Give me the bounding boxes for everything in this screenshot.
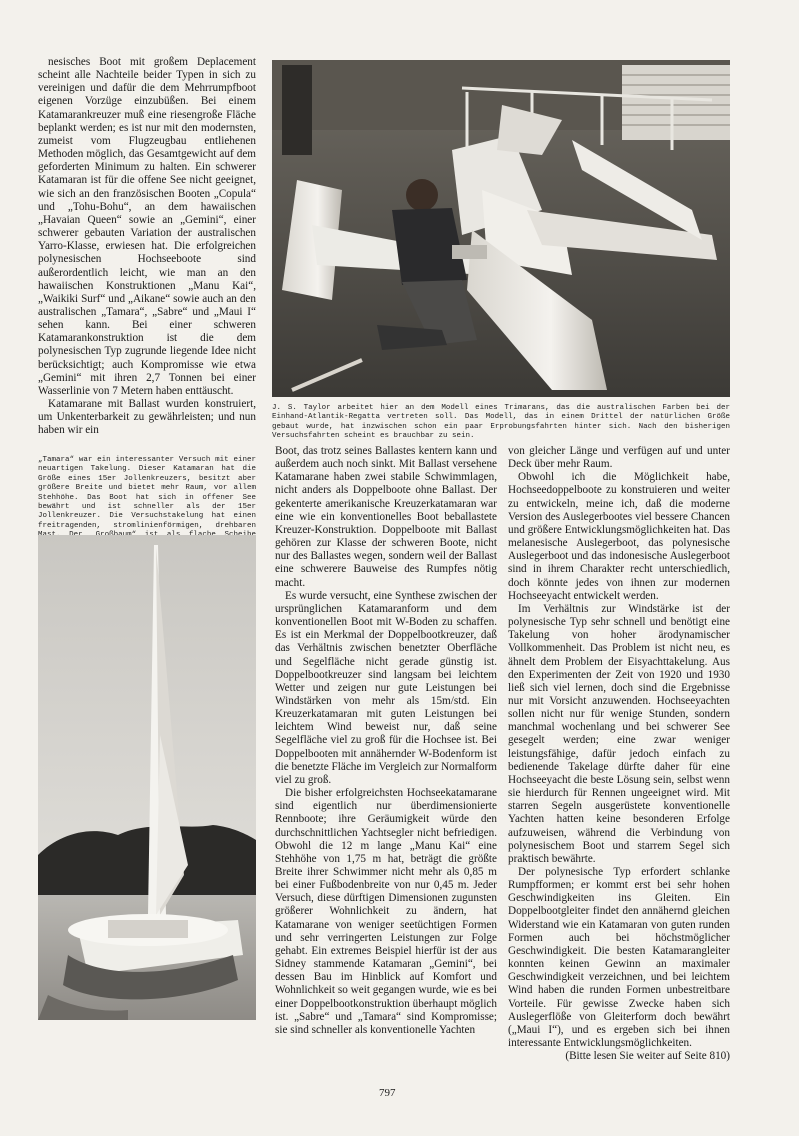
paragraph: Katamarane mit Ballast wurden konstruiert, um Unkenterbarkeit zu gewährleisten; und nun haben wir ein (38, 398, 256, 437)
paragraph: von gleicher Länge und verfügen auf und unter Deck über mehr Raum. (508, 445, 730, 471)
paragraph: Boot, das trotz seines Ballastes kentern kann und außerdem auch noch sinkt. Mit Ballast versehene Katamarane haben zwei stabile Schwimmlagen, nicht anders als Doppelboote ohne Ballast. Der gekenterte amerikanische Kreuzerkatamaran war eine wie ein konventionelles Boot beballastete Kreuzer-Konstruktion. Doppelboote mit Ballast gehören zur Klasse der schweren Boote, nicht nur des Ballastes wegen, sondern weil der Ballast eine schwerere Bauweise des Rumpfes nötig macht. (275, 445, 497, 589)
paragraph: nesisches Boot mit großem Deplacement scheint alle Nachteile beider Typen in sich zu vereinigen und dafür die dem Mehrrumpfboot eigenen Vorzüge einzubüßen. Bei einem Katamarankreuzer muß eine riesengroße Fläche beplankt werden; es ist nur mit den modernsten, zumeist vom Flugzeugbau entliehenen Methoden möglich, das Gesamtgewicht auf dem geforderten Minimum zu halten. Ein schwerer Katamaran ist für die offene See nicht geeignet, wie sich an den französischen Booten „Copula“ und „Tohu-Bohu“, an dem hawaiischen „Havaian Queen“ sowie an „Gemini“, einer schwerer gebauten Variation der australischen Yarro-Klasse, erwiesen hat. Die erfolgreichen polynesischen Hochseeboote sind außerordentlich leicht, wie man an den hawaiischen Konstruktionen „Manu Kai“, „Waikiki Surf“ und „Aikane“ sowie auch an den australischen „Tamara“, „Sabre“ und „Maui I“ sehen kann. Bei einer schweren Katamarankonstruktion ist die dem polynesischen Typ zugrunde liegende Idee nicht berücksichtigt; auch Kompromisse wie etwa „Gemini“ mit ihren 2,7 Tonnen bei einer Wasserlinie von 7 Metern haben enttäuscht. (38, 56, 256, 397)
column-2-text (275, 445, 497, 1037)
paragraph: Der polynesische Typ erfordert schlanke Rumpfformen; er kommt erst bei sehr hohen Geschwindigkeiten ins Gleiten. Ein Doppelbootgleiter findet den annähernd gleichen Widerstand wie ein Katamaran von guten runden Formen auch bei höchstmöglicher Geschwindigkeit. Die besten Katamarangleiter konnten keinen Gewinn an maximaler Geschwindigkeit verzeichnen, und bei leichtem Wind haben die runden Formen unbestreitbare Vorteile. Für gewisse Zwecke haben sich Auslegerflöße von Gleiterform doch bewährt („Maui I“), und es ergeben sich bei ihnen interessante Entwicklungsmöglichkeiten. (508, 866, 730, 1050)
paragraph: Die bisher erfolgreichsten Hochseekatamarane sind eigentlich nur überdimensionierte Rennboote; ihre Geräumigkeit würde den durchschnittlichen Yachtsegler nicht befriedigen. Obwohl die 12 m lange „Manu Kai“ eine Stehhöhe von 1,75 m hat, beträgt die größte Breite ihrer Schwimmer nicht mehr als 0,85 m bei einer Fußbodenbreite von nur 0,45 m. Jeder Versuch, diese dürftigen Dimensionen zugunsten größerer Wohnlichkeit zu ändern, hat Katamarane von weniger seetüchtigen Formen und sehr verringerten Leistungen zur Folge gehabt. Ein extremes Beispiel hierfür ist der aus Sidney stammende Katamaran „Gemini“, bei dessen Bau im Hinblick auf Komfort und Wohnlichkeit so weit gegangen wurde, wie es bei einer Doppelbootkonstruktion überhaupt möglich ist. „Sabre“ und „Tamara“ sind Kompromisse; sie sind schneller als konventionelle Yachten (275, 787, 497, 1036)
column-1-text (38, 56, 256, 438)
left-photo-caption: „Tamara“ war ein interessanter Versuch mit einer neuartigen Takelung. Dieser Katamaran hat die Größe eines 15er Jollenkreuzers, besitzt aber größere Breite und bietet mehr Raum, vor allem Stehhöhe. Das Boot hat sich in offener See bewährt und ist schneller als der 15er Jollenkreuzer. Die Versuchstakelung hat einen freitragenden, stromlinienförmigen, drehbaren (38, 456, 256, 530)
column-3-text (508, 445, 730, 1063)
page-number: 797 (379, 1087, 396, 1099)
trimaran-model-photo (272, 60, 730, 397)
paragraph: (Bitte lesen Sie weiter auf Seite 810) (565, 1050, 730, 1063)
tamara-catamaran-photo (38, 535, 256, 1020)
paragraph: Es wurde versucht, eine Synthese zwischen der ursprünglichen Katamaranform und dem konventionellen Boot mit W-Boden zu schaffen. Es ist ein Merkmal der Doppelbootkreuzer, daß das Verhältnis zwischen benetzter Oberfläche und Segelfläche nicht gerade günstig ist. Doppelbootkreuzer sind langsam bei leichtem Wetter und zeigen nur gute Leistungen bei Windstärken von mehr als 15m/std. Ein Kreuzerkatamaran mit guten Leistungen bei leichtem Wind beweist nur, daß seine Segelfläche viel zu groß für die Hochsee ist. Bei Doppelbooten mit annähernder W-Bodenform ist die benetzte Fläche im Vergleich zur Normalform viel zu groß. (275, 589, 498, 786)
paragraph: Obwohl ich die Möglichkeit habe, Hochseedoppelboote zu konstruieren und weiter zu entwickeln, meine ich, daß die moderne Version des Auslegerbootes viel bessere Chancen und größere Entwicklungsmöglichkeiten hat. Das melanesische Auslegerboot, das polynesische Auslegerboot und das indonesische Auslegerboot sind in ihrem Charakter recht unterschiedlich, doch könnte jedes von ihnen zur modernen Hochseeyacht entwickelt werden. (508, 471, 730, 602)
paragraph: Im Verhältnis zur Windstärke ist der polynesische Typ sehr schnell und benötigt eine Takelung von hoher ärodynamischer Vollkommenheit. Das Problem ist nicht neu, es ähnelt dem Problem der Eisyachttakelung. Aus den Experimenten der Zeit von 1920 und 1930 ließ sich viel lernen, doch sind die Ergebnisse nur mit Vorsicht anzuwenden. Hochseeyachten sollen nicht nur für wenige Stunden, sondern manchmal wochenlang und bei schwerer See gesegelt werden; eine zwar weniger leistungsfähige, dafür jedoch einfach zu bedienende Takelage dürfte daher für eine Hochseeyacht die beste Lösung sein, selbst wenn sie hierdurch für Rennen ungeeignet wird. Mit starren Segeln ausgerüstete konventionelle Yachten hatten keine besonderen Erfolge aufzuweisen, während die Verbindung von polynesischem Boot und starrem Segel sich praktisch bewährte. (508, 602, 730, 865)
top-photo-caption: J. S. Taylor arbeitet hier an dem Modell eines Trimarans, das die australischen Farben bei der Einhand-Atlantik-Regatta vertreten soll. Das Modell, das in einem Drittel der natürlichen Größe gebaut wurde, hat inzwischen schon ein paar Erprobungsfahrten hinter sich. Nach den bisherigen Versuchsfahrten scheint es brauchbar zu sein. (272, 404, 730, 441)
